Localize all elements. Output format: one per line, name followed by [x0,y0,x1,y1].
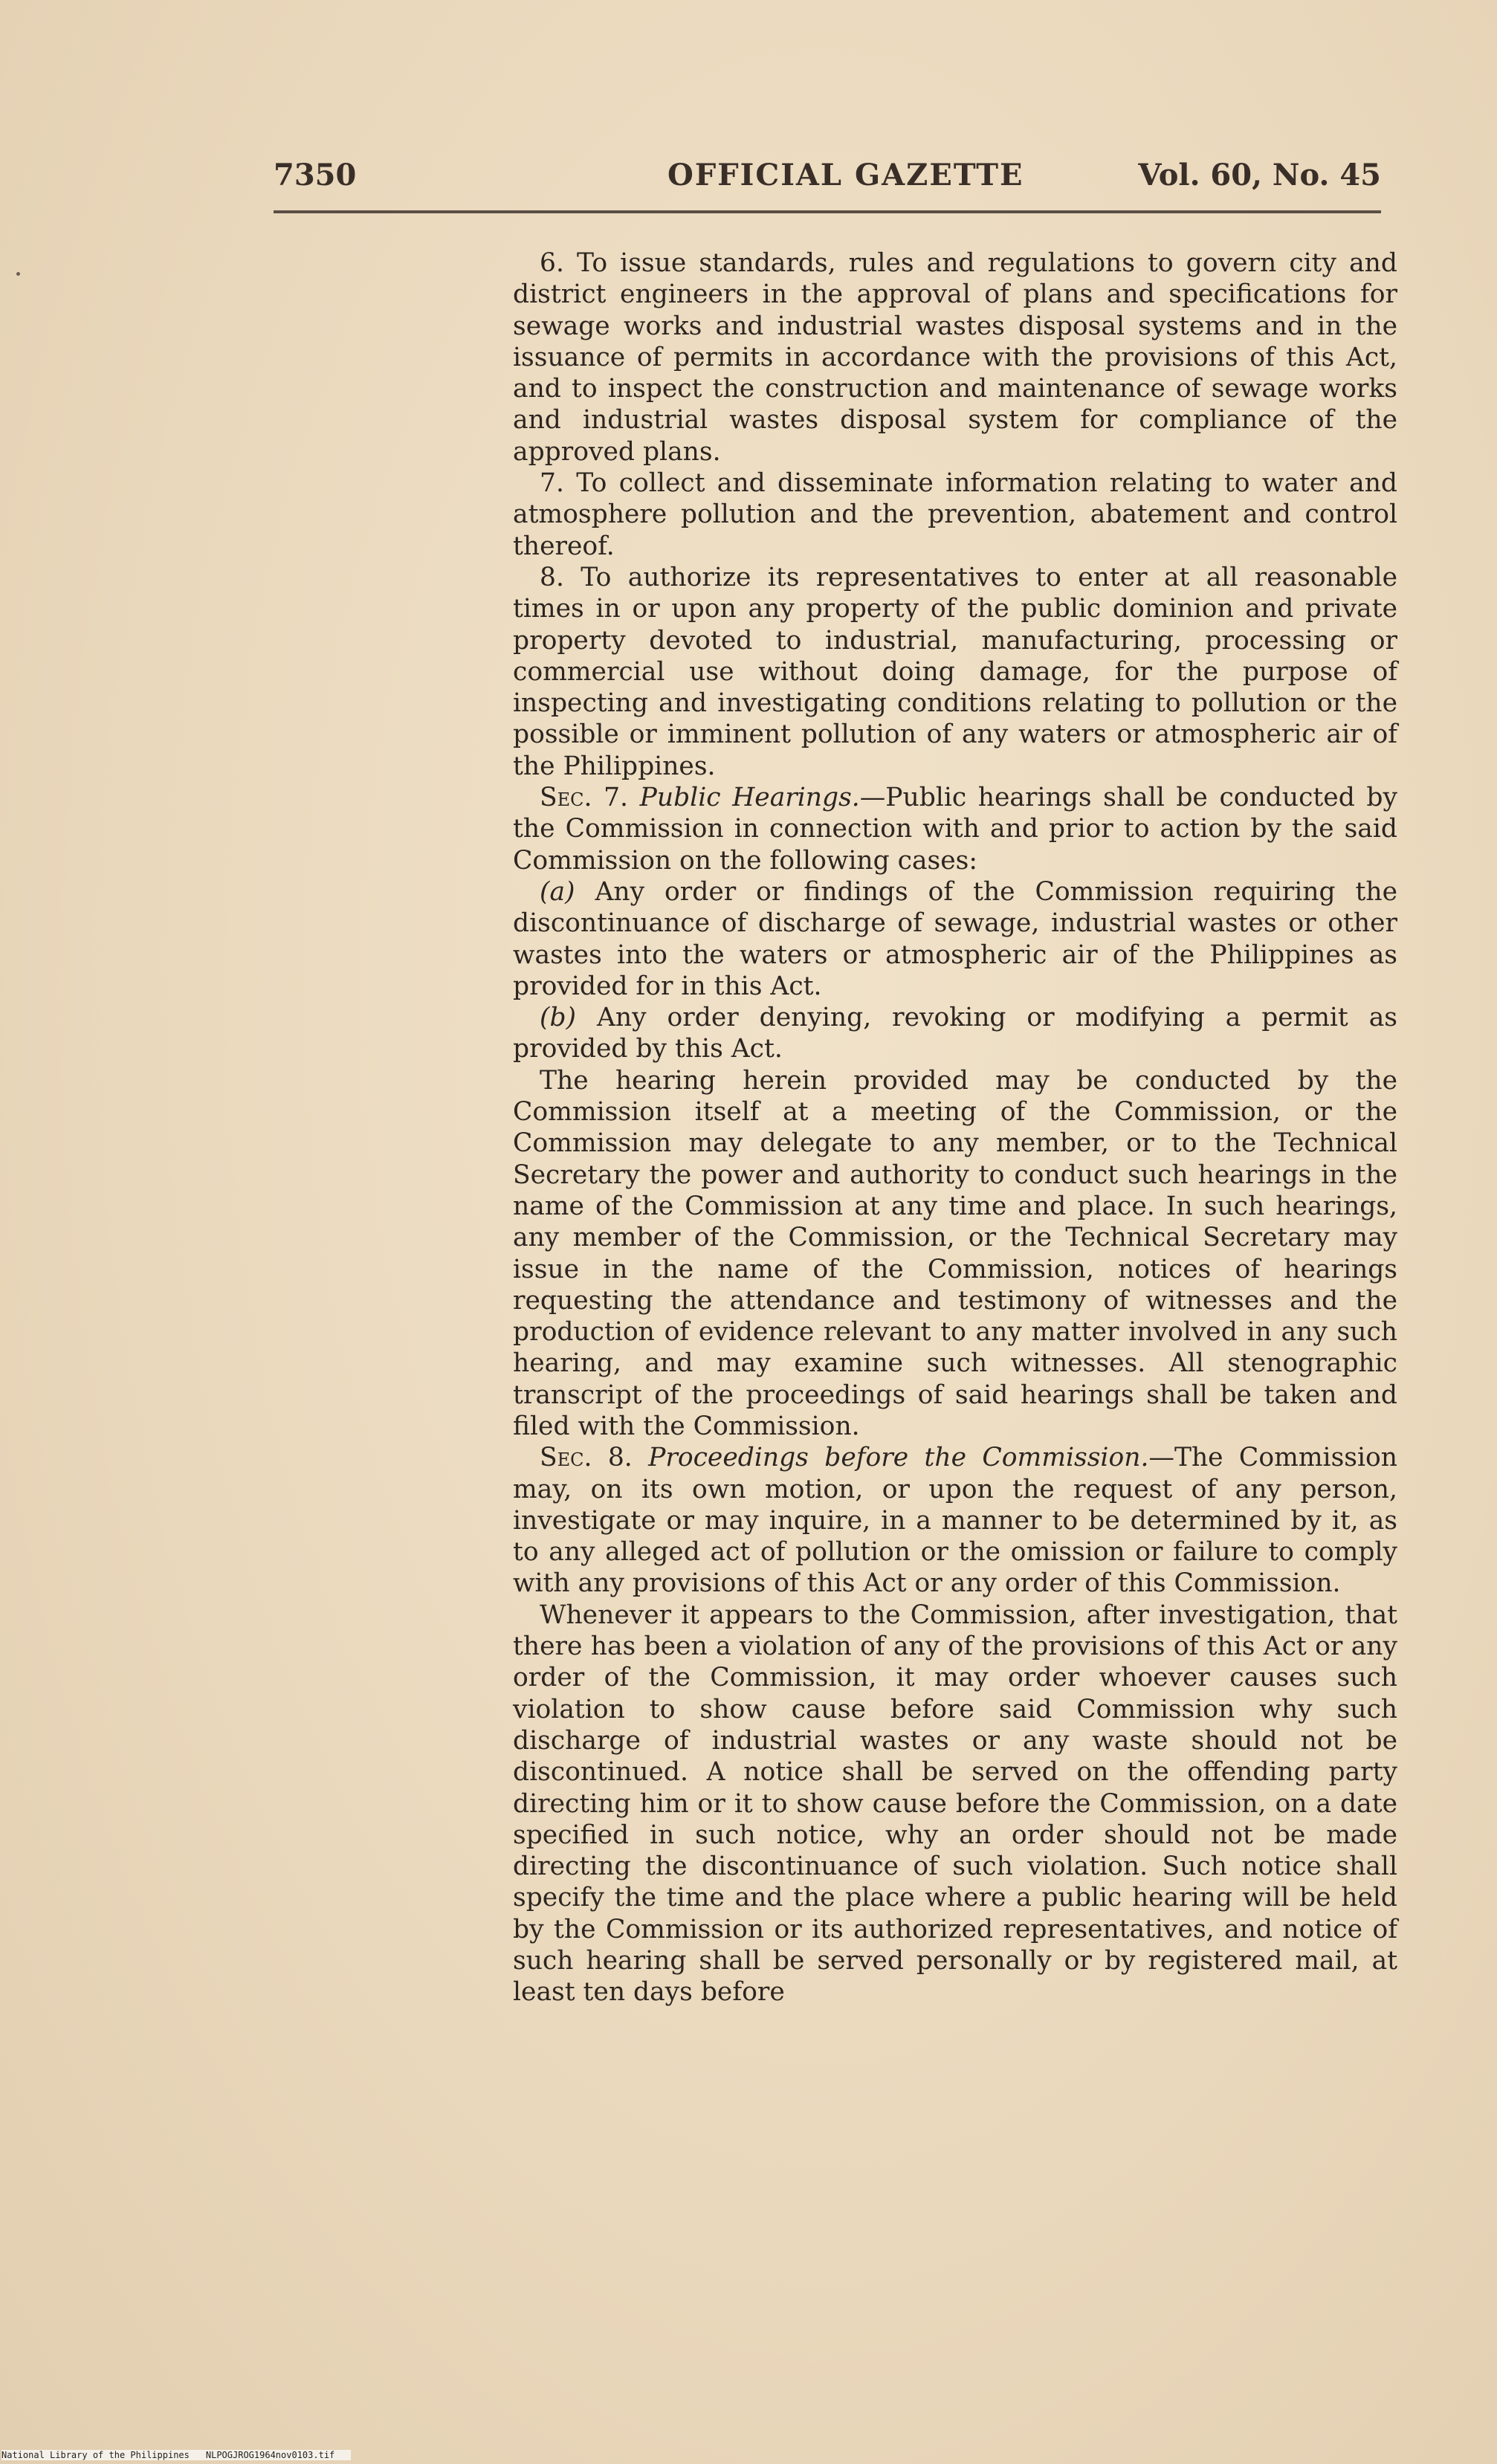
section-7-heading: Public Hearings. [639,783,860,813]
whenever-paragraph: Whenever it appears to the Commission, after investigation, that there has been a violation of any of the provisions of this Act or any order of the Commission, it may order whoever causes such violation to show cause before said Commission why such discharge of industrial wastes or any waste should not be discontinued. A notice shall be served on the offending party directing him or it to show cause before the Commission, on a date specified in such notice, why an order should not be made directing the discontinuance of such violation. Such notice shall specify the time and the place where a public hearing will be held by the Commission or its authorized representatives, and notice of such hearing shall be served personally or by registered mail, at least ten days before [513,1600,1397,2008]
hearing-paragraph: The hearing herein provided may be conducted by the Commission itself at a meeting of the Commission, or the Commission may delegate to any member, or to the Technical Secretary the power and authority to conduct such hearings in the name of the Commission at any time and place. In such hearings, any member of the Commission, or the Technical Secretary may issue in the name of the Commission, notices of hearings requesting the attendance and testimony of witnesses and the production of evidence relevant to any matter involved in any such hearing, and may examine such witnesses. All stenographic transcript of the proceedings of said hearings shall be taken and filed with the Commission. [513,1065,1397,1441]
publication-title: OFFICIAL GAZETTE [667,158,1024,193]
paragraph-item-6: 6. To issue standards, rules and regulations to govern city and district engineers in the approval of plans and specifications for sewage works and industrial wastes disposal systems and in the issuance of permits in accordance with the provisions of this Act, and to inspect the construction and maintenance of sewage works and industrial wastes disposal system for compliance of the approved plans. [513,248,1397,467]
page-header [274,158,1381,202]
paragraph-item-8: 8. To authorize its representatives to enter at all reasonable times in or upon any property of the public dominion and private property devoted to industrial, manufacturing, processing or commercial use without doing damage, for the purpose of inspecting and investigating conditions relating to pollution or the possible or imminent pollution of any waters or atmospheric air of the Philippines. [513,562,1397,781]
footer-library: National Library of the Philippines [1,2450,190,2460]
page-number: 7350 [274,158,357,193]
section-8-label: Sec. 8. [540,1443,633,1473]
scan-speck [16,272,20,276]
clause-a-text: Any order or findings of the Commission requiring the discontinuance of discharge of sewage, industrial wastes or other wastes into the waters or atmospheric air of the Philippines as provided for in this Act. [513,876,1398,1001]
section-7-text: —Public hearings shall be conducted by the Commission in connection with and prior to action by the said Commission on the following cases: [513,783,1397,876]
clause-a-label: (a) [540,876,575,907]
scan-footer [1,2450,351,2460]
clause-b-text: Any order denying, revoking or modifying a permit as provided by this Act. [513,1003,1397,1064]
section-8-text: —The Commission may, on its own motion, or upon the request of any person, investigate or may inquire, in a manner to be determined by it, as to any alleged act of pollution or the omission or failure to comply with any provisions of this Act or any order of this Commission. [513,1443,1398,1599]
clause-b-label: (b) [540,1003,577,1033]
paragraph-item-7: 7. To collect and disseminate information relating to water and atmosphere pollution and the prevention, abatement and control thereof. [513,468,1397,561]
clause-b-paragraph [513,1002,1397,1065]
section-7-label: Sec. 7. [540,783,629,813]
header-rule [274,210,1381,213]
clause-a-paragraph [513,876,1397,1002]
section-8-heading: Proceedings before the Commission. [648,1443,1149,1473]
main-text-column [513,248,1397,2008]
volume-number: Vol. 60, No. 45 [1138,158,1381,193]
footer-filename: NLPOGJROG1964nov0103.tif [205,2450,335,2460]
section-7-paragraph [513,782,1397,876]
section-8-paragraph [513,1442,1397,1599]
